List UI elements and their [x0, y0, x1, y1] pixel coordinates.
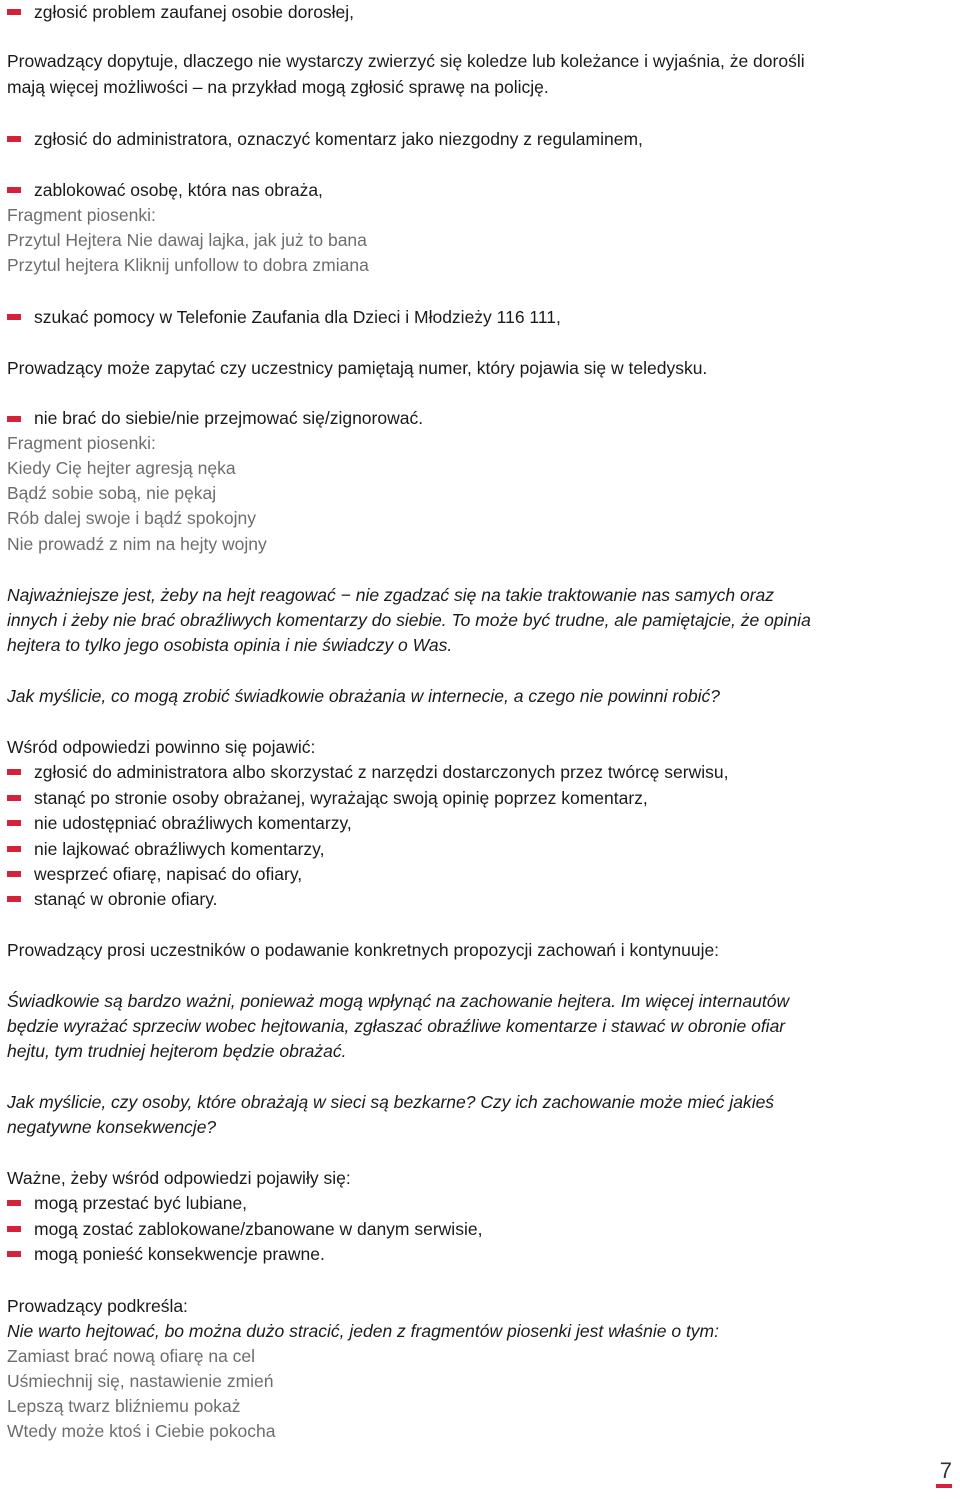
- question-line: negatywne konsekwencje?: [7, 1117, 217, 1137]
- song-lyric-line: Przytul Hejtera Nie dawaj lajka, jak już to bana: [7, 230, 367, 250]
- bullet-icon: [7, 846, 21, 852]
- bullet-text: stanąć w obronie ofiary.: [34, 889, 218, 909]
- song-fragment-label: Fragment piosenki:: [7, 205, 156, 225]
- italic-paragraph-line: hejtu, tym trudniej hejterom będzie obrażać.: [7, 1041, 347, 1061]
- bullet-icon: [7, 136, 21, 142]
- bullet-icon: [7, 820, 21, 826]
- page-number-underline: [936, 1484, 952, 1488]
- bullet-text: mogą przestać być lubiane,: [34, 1193, 248, 1213]
- bullet-icon: [7, 896, 21, 902]
- song-fragment-label: Fragment piosenki:: [7, 433, 156, 453]
- page-number: 7: [939, 1458, 952, 1483]
- song-lyric-line: Rób dalej swoje i bądź spokojny: [7, 508, 257, 528]
- bullet-text: nie lajkować obraźliwych komentarzy,: [34, 839, 325, 859]
- bullet-text: szukać pomocy w Telefonie Zaufania dla Dzieci i Młodzieży 116 111,: [34, 307, 561, 327]
- bullet-icon: [7, 1251, 21, 1257]
- bullet-text: zgłosić do administratora albo skorzystać z narzędzi dostarczonych przez twórcę serwisu,: [34, 762, 729, 782]
- italic-paragraph-line: hejtera to tylko jego osobista opinia i nie świadczy o Was.: [7, 635, 453, 655]
- bullet-text: nie udostępniać obraźliwych komentarzy,: [34, 813, 352, 833]
- italic-paragraph-line: innych i żeby nie brać obraźliwych komentarzy do siebie. To może być trudne, ale pamiętajcie, że opinia: [7, 610, 811, 630]
- question-line: Jak myślicie, co mogą zrobić świadkowie obrażania w internecie, a czego nie powinni robić?: [7, 686, 720, 706]
- bullet-text: stanąć po stronie osoby obrażanej, wyrażając swoją opinię poprzez komentarz,: [34, 788, 648, 808]
- italic-paragraph-line: Najważniejsze jest, żeby na hejt reagować − nie zgadzać się na takie traktowanie nas samych oraz: [7, 585, 775, 605]
- paragraph-line: Ważne, żeby wśród odpowiedzi pojawiły się:: [7, 1168, 351, 1188]
- song-lyric-line: Bądź sobie sobą, nie pękaj: [7, 483, 217, 503]
- paragraph-line: Prowadzący dopytuje, dlaczego nie wystarczy zwierzyć się koledze lub koleżance i wyjaśnia, że dorośli: [7, 51, 805, 71]
- song-lyric-line: Wtedy może ktoś i Ciebie pokocha: [7, 1421, 276, 1441]
- bullet-text: zgłosić problem zaufanej osobie dorosłej,: [34, 2, 355, 22]
- bullet-icon: [7, 314, 21, 320]
- song-lyric-line: Zamiast brać nową ofiarę na cel: [7, 1346, 256, 1366]
- paragraph-line: Prowadzący może zapytać czy uczestnicy pamiętają numer, który pojawia się w teledysku.: [7, 358, 708, 378]
- bullet-text: nie brać do siebie/nie przejmować się/zignorować.: [34, 408, 424, 428]
- bullet-icon: [7, 416, 21, 422]
- italic-paragraph-line: będzie wyrażać sprzeciw wobec hejtowania, zgłaszać obraźliwe komentarze i stawać w obronie ofiar: [7, 1016, 786, 1036]
- bullet-icon: [7, 1226, 21, 1232]
- question-line: Jak myślicie, czy osoby, które obrażają w sieci są bezkarne? Czy ich zachowanie może mieć jakieś: [7, 1092, 775, 1112]
- song-lyric-line: Nie prowadź z nim na hejty wojny: [7, 534, 267, 554]
- song-lyric-line: Przytul hejtera Kliknij unfollow to dobra zmiana: [7, 255, 369, 275]
- paragraph-line: Prowadzący podkreśla:: [7, 1296, 188, 1316]
- bullet-text: zablokować osobę, która nas obraża,: [34, 180, 323, 200]
- bullet-icon: [7, 871, 21, 877]
- song-lyric-line: Lepszą twarz bliźniemu pokaż: [7, 1396, 241, 1416]
- bullet-text: mogą ponieść konsekwencje prawne.: [34, 1244, 325, 1264]
- bullet-icon: [7, 769, 21, 775]
- bullet-icon: [7, 187, 21, 193]
- song-lyric-line: Uśmiechnij się, nastawienie zmień: [7, 1371, 274, 1391]
- paragraph-line: mają więcej możliwości – na przykład mogą zgłosić sprawę na policję.: [7, 77, 549, 97]
- italic-paragraph-line: Świadkowie są bardzo ważni, ponieważ mogą wpłynąć na zachowanie hejtera. Im więcej internautów: [7, 991, 790, 1011]
- paragraph-line: Prowadzący prosi uczestników o podawanie konkretnych propozycji zachowań i kontynuuje:: [7, 940, 720, 960]
- bullet-icon: [7, 9, 21, 15]
- bullet-icon: [7, 795, 21, 801]
- bullet-text: mogą zostać zablokowane/zbanowane w danym serwisie,: [34, 1219, 483, 1239]
- italic-paragraph-line: Nie warto hejtować, bo można dużo stracić, jeden z fragmentów piosenki jest właśnie o tym:: [7, 1321, 719, 1341]
- bullet-text: zgłosić do administratora, oznaczyć komentarz jako niezgodny z regulaminem,: [34, 129, 643, 149]
- bullet-icon: [7, 1200, 21, 1206]
- song-lyric-line: Kiedy Cię hejter agresją nęka: [7, 458, 236, 478]
- paragraph-line: Wśród odpowiedzi powinno się pojawić:: [7, 737, 316, 757]
- bullet-text: wesprzeć ofiarę, napisać do ofiary,: [34, 864, 303, 884]
